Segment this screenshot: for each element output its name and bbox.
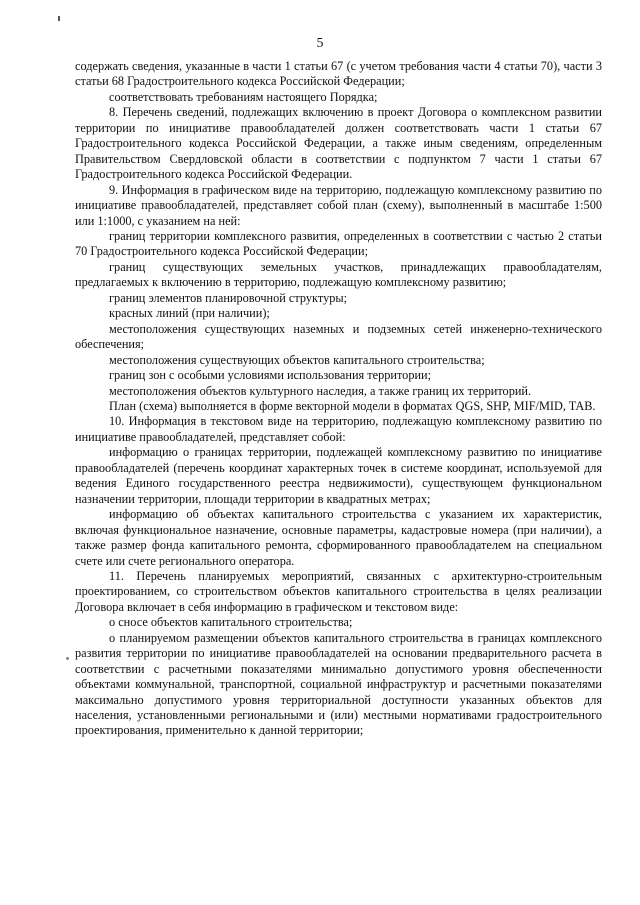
- paragraph: местоположения объектов культурного наследия, а также границ их территорий.: [109, 383, 532, 398]
- scan-speck: [66, 657, 69, 660]
- paragraph: границ элементов планировочной структуры;: [109, 290, 348, 305]
- paragraph: о планируемом размещении объектов капитального строительства в границах комплексного развития территории по инициативе правообладателей на основании предварительного расчета в соответствии с расчетными показателями минимально допустимого уровня обеспеченности объектами коммунальной, транспортной, социальной инфраструктур и расчетными показателями максимально допустимого уровня территориальной доступности указанных объектов для населения, установленными региональными и (или) местными нормативами градостроительного проектирования, применительно к данной территории;: [75, 630, 602, 738]
- paragraph: информацию о границах территории, подлежащей комплексному развитию по инициативе правообладателей (перечень координат характерных точек в системе координат, используемой для ведения Единого государственного реестра недвижимости), существующем функциональном назначении территории, площади территории в квадратных метрах;: [75, 445, 602, 506]
- paragraph: местоположения существующих объектов капитального строительства;: [109, 352, 485, 367]
- document-body: [75, 59, 602, 739]
- paragraph: красных линий (при наличии);: [109, 306, 270, 321]
- paragraph: 9. Информация в графическом виде на территорию, подлежащую комплексному развитию по инициативе правообладателей, представляет собой план (схему), выполненный в масштабе 1:500 или 1:1000, с указанием на ней:: [75, 182, 602, 228]
- page-number: 5: [316, 35, 324, 50]
- paragraph: содержать сведения, указанные в части 1 статьи 67 (с учетом требования части 4 статьи 70), части 3 статьи 68 Градостроительного кодекса Российской Федерации;: [75, 59, 602, 89]
- scan-mark: [58, 16, 60, 21]
- paragraph: границ зон с особыми условиями использования территории;: [109, 368, 432, 383]
- paragraph: 8. Перечень сведений, подлежащих включению в проект Договора о комплексном развитии территории по инициативе правообладателей должен соответствовать части 1 статьи 67 Градостроительного кодекса Российской Федерации, а также иным сведениям, определенным Правительством Свердловской области в соответствии с подпунктом 7 части 1 статьи 67 Градостроительного кодекса Российской Федерации.: [75, 105, 602, 182]
- paragraph: границ существующих земельных участков, принадлежащих правообладателям, предлагаемых к включению в территорию, подлежащую комплексному развитию;: [75, 259, 602, 290]
- paragraph: местоположения существующих наземных и подземных сетей инженерно-технического обеспечения;: [75, 321, 602, 352]
- paragraph: 11. Перечень планируемых мероприятий, связанных с архитектурно-строительным проектированием, со строительством объектов капитального строительства в целях реализации Договора включает в себя информацию в графическом и текстовом виде:: [75, 568, 602, 614]
- paragraph: План (схема) выполняется в форме векторной модели в форматах QGS, SHP, MIF/MID, TAB.: [109, 398, 596, 413]
- paragraph: соответствовать требованиям настоящего Порядка;: [109, 89, 378, 104]
- paragraph: границ территории комплексного развития, определенных в соответствии с частью 2 статьи 70 Градостроительного кодекса Российской Федерации;: [75, 228, 602, 259]
- paragraph: 10. Информация в текстовом виде на территорию, подлежащую комплексному развитию по инициативе правообладателей, представляет собой:: [75, 414, 602, 444]
- paragraph: о сносе объектов капитального строительства;: [109, 615, 353, 630]
- paragraph: информацию об объектах капитального строительства с указанием их характеристик, включая функциональное назначение, основные параметры, кадастровые номера (при наличии), а также размер фонда капитального ремонта, сформированного правообладателем на специальном счете или счете регионального оператора.: [75, 507, 602, 568]
